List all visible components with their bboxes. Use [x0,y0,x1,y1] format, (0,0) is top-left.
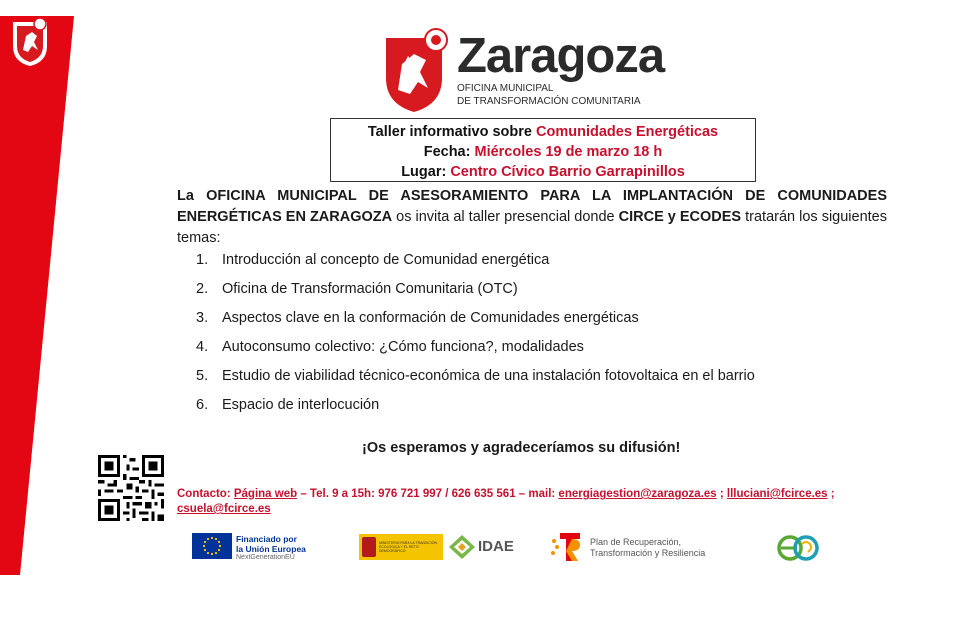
eu-text-2: la Unión Europea [236,544,306,554]
topic-text: Estudio de viabilidad técnico-económica de una instalación fotovoltaica en el barrio [222,368,755,384]
list-item [196,395,755,424]
qr-code-icon[interactable] [98,455,164,521]
contact-info [177,487,897,517]
city-name: Zaragoza [457,29,665,83]
eu-flag-icon [192,533,232,559]
funders-logos [0,530,960,570]
topic-number: 6. [196,397,209,413]
zaragoza-logo [382,24,682,114]
list-item [196,337,755,366]
eu-text-1: Financiado por [236,534,297,544]
list-item [196,279,755,308]
contact-separator: ; [716,488,727,500]
event-title-value: Comunidades Energéticas [536,124,719,140]
spain-crest-icon [362,537,376,557]
contact-label: Contacto: [177,488,234,500]
zaragoza-crest-icon [10,16,50,68]
event-title-line [331,125,755,140]
topic-text: Oficina de Transformación Comunitaria (OTC) [222,281,518,297]
list-item [196,250,755,279]
contact-separator: ; [827,488,835,500]
event-date-value: Miércoles 19 de marzo 18 h [474,144,663,160]
event-date-label: Fecha: [423,144,475,160]
website-link[interactable]: Página web [233,488,298,500]
eu-text-3: NextGenerationEU [236,554,295,561]
recovery-plan-icon [548,531,584,563]
recovery-plan-text-1: Plan de Recuperación, [590,537,682,547]
list-item [196,308,755,337]
closing-message: ¡Os esperamos y agradeceríamos su difusión! [362,440,681,456]
ministry-text: MINISTERIO PARA LA TRANSICIÓN ECOLÓGICA Y EL RETO DEMOGRÁFICO [379,541,438,553]
intro-text-2: tratarán los siguientes temas: [177,209,888,246]
topic-number: 1. [196,252,209,268]
email-link-energiagestion[interactable]: energiagestion@zaragoza.es [558,488,717,500]
list-item [196,366,755,395]
topic-number: 2. [196,281,209,297]
topic-text: Introducción al concepto de Comunidad energética [222,252,550,268]
topic-number: 4. [196,339,209,355]
email-link-lluciani[interactable]: llluciani@fcirce.es [726,488,828,500]
event-date-line [331,145,755,160]
office-subtitle-1: OFICINA MUNICIPAL [457,83,554,94]
event-place-line [331,165,755,180]
email-link-csuela[interactable]: csuela@fcirce.es [177,503,271,515]
topic-number: 3. [196,310,209,326]
topic-text: Aspectos clave en la conformación de Comunidades energéticas [222,310,639,326]
topic-number: 5. [196,368,209,384]
topic-text: Espacio de interlocución [222,397,380,413]
office-subtitle-2: DE TRANSFORMACIÓN COMUNITARIA [457,96,641,107]
ministry-logo [359,534,443,560]
zaragoza-shield-icon [382,26,452,114]
topics-list [196,250,755,424]
intro-paragraph [177,186,887,249]
intro-text-1: os invita al taller presencial donde [392,209,619,225]
contact-phone-text: – Tel. 9 a 15h: 976 721 997 / 626 635 561 – mail: [297,488,559,500]
ecodes-logo-icon [775,534,821,562]
organizations: CIRCE y ECODES [618,209,742,225]
event-place-label: Lugar: [401,164,451,180]
event-place-value: Centro Cívico Barrio Garrapinillos [450,164,685,180]
office-name: La OFICINA MUNICIPAL DE ASESORAMIENTO PARA LA IMPLANTACIÓN DE COMUNIDADES ENERGÉTICAS EN ZARAGOZA [177,188,887,225]
recovery-plan-text-2: Transformación y Resiliencia [590,548,706,558]
event-info-box [330,118,756,182]
topic-text: Autoconsumo colectivo: ¿Cómo funciona?, modalidades [222,339,584,355]
idae-text: IDAE [478,538,514,555]
event-title-label: Taller informativo sobre [367,124,537,140]
idae-logo-icon [448,534,476,560]
